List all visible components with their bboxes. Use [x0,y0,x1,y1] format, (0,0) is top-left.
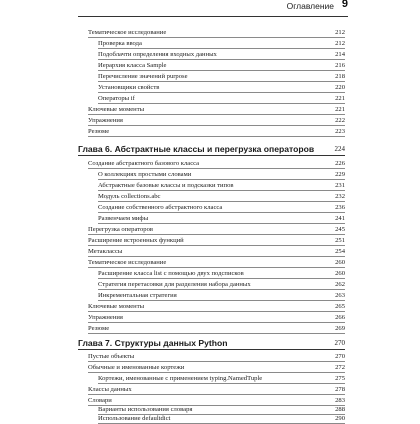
toc-entry[interactable] [88,258,345,268]
toc-entry[interactable] [88,159,345,169]
toc-entry[interactable] [98,72,345,82]
toc-entry-label: Варианты использования словаря [98,406,193,413]
toc-entry-page: 229 [335,171,345,178]
toc-entry[interactable] [88,127,345,137]
toc-entry-label: Установщики свойств [98,84,160,91]
toc-entry-label: Словари [88,397,112,404]
toc-entry[interactable] [98,181,345,191]
toc-entry-label: Модуль collections.abc [98,193,161,200]
toc-entry-label: Инкрементальная стратегия [98,292,177,299]
toc-entry-label: Проверка ввода [98,40,142,47]
toc-entry[interactable] [88,28,345,38]
toc-entry-page: 266 [335,314,345,321]
toc-entry-label: Создание собственного абстрактного класса [98,204,223,211]
toc-entry-page: 212 [335,29,345,36]
toc-entry-page: 275 [335,375,345,382]
toc-entry[interactable] [98,192,345,202]
chapter-heading[interactable] [78,337,345,350]
toc-entry-page: 269 [335,325,345,332]
toc-entry[interactable] [88,352,345,362]
toc-entry-page: 220 [335,84,345,91]
toc-entry-page: 221 [335,106,345,113]
toc-entry-page: 216 [335,62,345,69]
toc-entry[interactable] [98,94,345,104]
toc-entry-label: Стратегия перетасовки для разделения набора данных [98,281,251,288]
toc-entry-label: Подоблачти определения входных данных [98,51,217,58]
toc-entry-page: 218 [335,73,345,80]
header-page-number: 9 [341,0,348,10]
toc-entry-page: 265 [335,303,345,310]
toc-entry-page: 263 [335,292,345,299]
toc-entry[interactable] [98,280,345,290]
toc-entry-page: 221 [335,95,345,102]
toc-entry-page: 260 [335,270,345,277]
chapter-page: 270 [334,339,345,347]
toc-entry[interactable] [88,105,345,115]
toc-entry-page: 223 [335,128,345,135]
toc-entry-label: Создание абстрактного базового класса [88,160,200,167]
toc-entry-label: Резюме [88,325,110,332]
toc-entry[interactable] [98,61,345,71]
toc-entry[interactable] [88,385,345,395]
toc-entry[interactable] [98,203,345,213]
toc-entry-page: 222 [335,117,345,124]
toc-entry-label: Перегрузка операторов [88,226,154,233]
toc-entry-page: 254 [335,248,345,255]
toc-entry-label: Расширение встроенных функций [88,237,184,244]
toc-entry-label: Тематическое исследование [88,29,167,36]
toc-entry[interactable] [98,170,345,180]
toc-entry[interactable] [88,225,345,235]
toc-entry-label: Пустые объекты [88,353,135,360]
toc-entry-label: Развенчаем мифы [98,215,149,222]
toc-entry-label: Резюме [88,128,110,135]
toc-entry-page: 260 [335,259,345,266]
toc-entry-label: О коллекциях простыми словами [98,171,192,178]
toc-entry-page: 270 [335,353,345,360]
toc-entry[interactable] [88,324,345,334]
toc-entry-page: 231 [335,182,345,189]
toc-entry-page: 241 [335,215,345,222]
toc-entry[interactable] [98,291,345,301]
toc-entry-label: Метаклассы [88,248,123,255]
toc-entry-page: 245 [335,226,345,233]
toc-entry-label: Иерархия класса Sample [98,62,167,69]
toc-entry[interactable] [98,214,345,224]
toc-entry-page: 290 [335,415,345,422]
toc-entry-label: Ключевые моменты [88,303,145,310]
toc-entry-page: 272 [335,364,345,371]
toc-entry-page: 212 [335,40,345,47]
toc-entry-page: 262 [335,281,345,288]
chapter-title: Глава 6. Абстрактные классы и перегрузка операторов [78,144,315,154]
toc-entry-label: Абстрактные базовые классы и подсказки типов [98,182,234,189]
toc-entry-label: Расширение класса list с помощью двух подсписков [98,270,244,277]
toc-entry[interactable] [88,363,345,373]
toc-entry[interactable] [98,269,345,279]
toc-entry[interactable] [98,374,345,384]
toc-entry[interactable] [98,83,345,93]
toc-entry-label: Операторы if [98,95,135,102]
toc-entry-page: 283 [335,397,345,404]
toc-entry-label: Классы данных [88,386,132,393]
toc-entry-page: 278 [335,386,345,393]
toc-entry-label: Кортежи, именованные с применением typing.NamedTuple [98,375,263,382]
toc-entry-label: Использование defaultdict [98,415,171,422]
toc-entry-page: 214 [335,51,345,58]
toc-entry-page: 226 [335,160,345,167]
toc-entry-label: Тематическое исследование [88,259,167,266]
toc-entry[interactable] [88,247,345,257]
toc-entry[interactable] [88,116,345,126]
chapter-heading[interactable] [78,143,345,156]
toc-entry[interactable] [98,50,345,60]
toc-entry[interactable] [98,414,345,424]
toc-entry-label: Обычные и именованные кортежи [88,364,185,371]
chapter-page: 224 [334,145,345,153]
toc-entry-label: Упражнения [88,117,123,124]
toc-entry[interactable] [88,302,345,312]
toc-entry-label: Упражнения [88,314,123,321]
toc-entry-label: Ключевые моменты [88,106,145,113]
toc-entry-page: 288 [335,406,345,413]
toc-entry[interactable] [88,236,345,246]
toc-entry-page: 236 [335,204,345,211]
toc-entry-label: Перечисление значений purpose [98,73,188,80]
header-title: Оглавление [286,1,334,11]
chapter-title: Глава 7. Структуры данных Python [78,338,228,348]
toc-entry[interactable] [98,39,345,49]
toc-entry-page: 251 [335,237,345,244]
toc-entry[interactable] [88,313,345,323]
toc-entry-page: 232 [335,193,345,200]
